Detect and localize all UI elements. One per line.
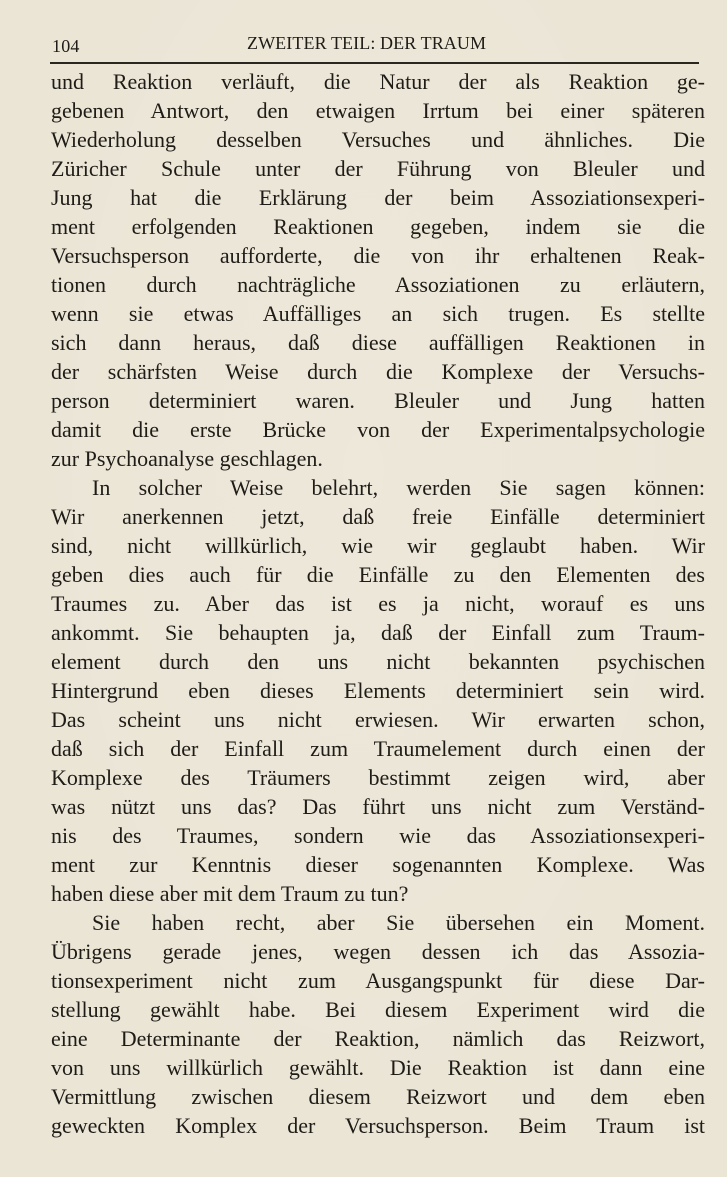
text-line: sind, nicht willkürlich, wie wir geglaubt haben. Wir [51,533,705,558]
text-line: Versuchsperson aufforderte, die von ihr erhaltenen Reak- [51,243,705,268]
text-line: Jung hat die Erklärung der beim Assoziationsexperi- [51,185,705,210]
paragraph [51,473,705,908]
text-line: ment zur Kenntnis dieser sogenannten Komplexe. Was [51,852,705,877]
text-line: stellung gewählt habe. Bei diesem Experiment wird die [51,997,705,1022]
text-line: sich dann heraus, daß diese auffälligen Reaktionen in [51,330,705,355]
text-line: nis des Traumes, sondern wie das Assoziationsexperi- [51,823,705,848]
text-line: Traumes zu. Aber das ist es ja nicht, worauf es uns [51,591,705,616]
text-line: Wiederholung desselben Versuches und ähnliches. Die [51,127,705,152]
text-line: geben dies auch für die Einfälle zu den Elementen des [51,562,705,587]
text-line: In solcher Weise belehrt, werden Sie sagen können: [92,475,705,500]
text-line: gebenen Antwort, den etwaigen Irrtum bei einer späteren [51,98,705,123]
text-line: von uns willkürlich gewählt. Die Reaktion ist dann eine [51,1055,705,1080]
text-line: eine Determinante der Reaktion, nämlich das Reizwort, [51,1026,705,1051]
text-line: Hintergrund eben dieses Elements determiniert sein wird. [51,678,705,703]
text-line: haben diese aber mit dem Traum zu tun? [51,881,409,906]
text-line: Das scheint uns nicht erwiesen. Wir erwarten schon, [51,707,705,732]
text-line: damit die erste Brücke von der Experimentalpsychologie [51,417,705,442]
text-line: daß sich der Einfall zum Traumelement durch einen der [51,736,705,761]
body-text [51,67,705,1140]
text-line: ment erfolgenden Reaktionen gegeben, indem sie die [51,214,705,239]
text-line: was nützt uns das? Das führt uns nicht zum Verständ- [51,794,705,819]
text-line: Komplexe des Träumers bestimmt zeigen wird, aber [51,765,705,790]
page-header [50,30,699,64]
text-line: element durch den uns nicht bekannten psychischen [51,649,705,674]
running-head: ZWEITER TEIL: DER TRAUM [247,33,487,53]
text-line: geweckten Komplex der Versuchsperson. Beim Traum ist [51,1113,705,1138]
text-line: ankommt. Sie behaupten ja, daß der Einfall zum Traum- [51,620,705,645]
text-line: tionen durch nachträgliche Assoziationen zu erläutern, [51,272,705,297]
text-line: person determiniert waren. Bleuler und Jung hatten [51,388,705,413]
page-number: 104 [52,36,80,56]
text-line: Übrigens gerade jenes, wegen dessen ich das Assozia- [51,939,705,964]
text-line: der schärfsten Weise durch die Komplexe der Versuchs- [51,359,705,384]
text-line: Züricher Schule unter der Führung von Bleuler und [51,156,705,181]
text-line: zur Psychoanalyse geschlagen. [51,446,323,471]
paragraph [51,908,705,1140]
text-line: Sie haben recht, aber Sie übersehen ein Moment. [92,910,705,935]
text-line: Vermittlung zwischen diesem Reizwort und dem eben [51,1084,705,1109]
text-line: Wir anerkennen jetzt, daß freie Einfälle determiniert [51,504,705,529]
text-line: wenn sie etwas Auffälliges an sich trugen. Es stellte [51,301,705,326]
text-line: tionsexperiment nicht zum Ausgangspunkt für diese Dar- [51,968,705,993]
paragraph [51,67,705,473]
text-line: und Reaktion verläuft, die Natur der als Reaktion ge- [51,69,705,94]
